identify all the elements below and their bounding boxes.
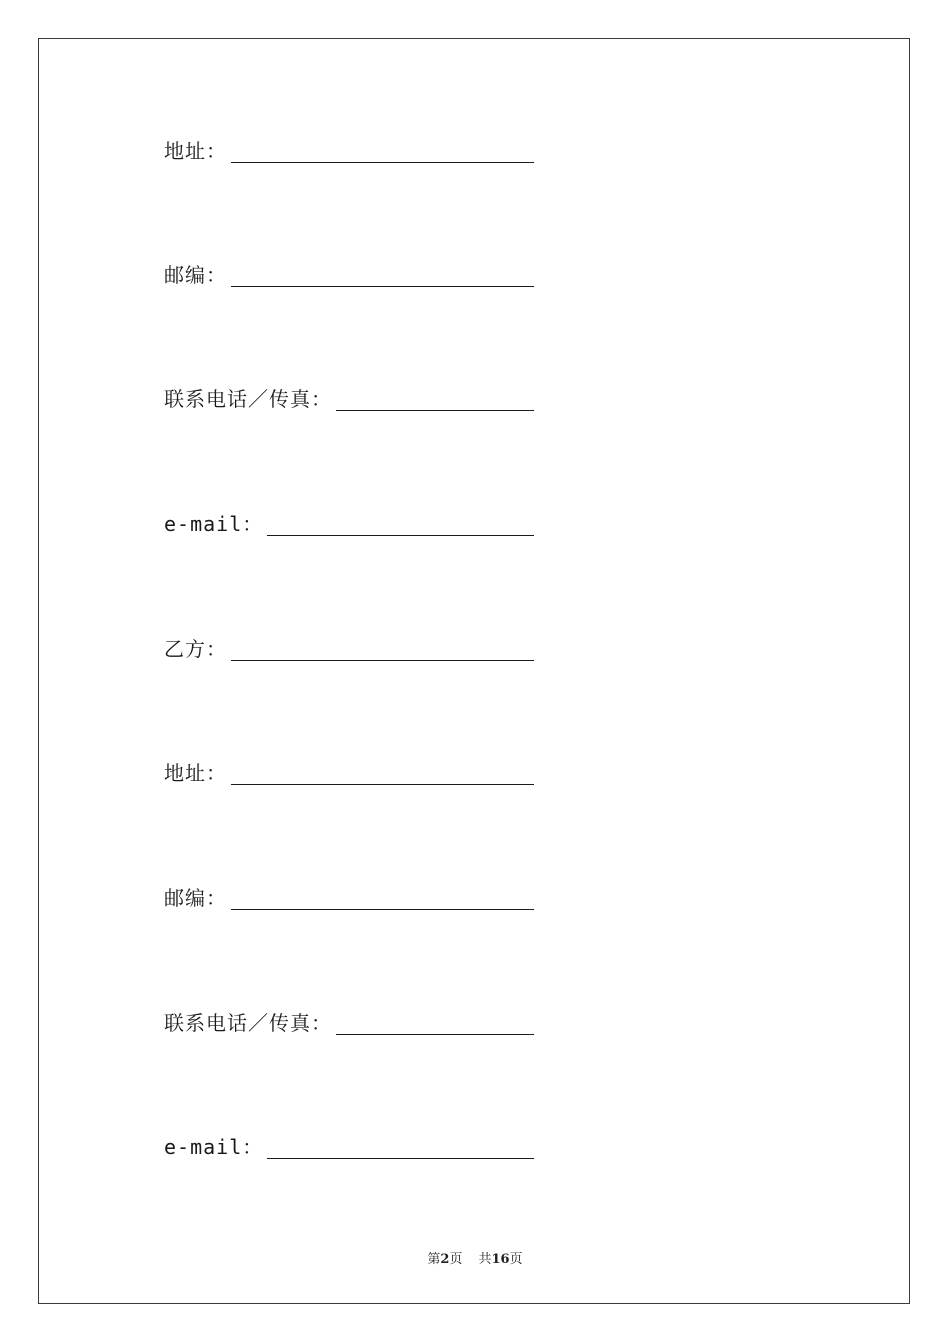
total-prefix: 共 bbox=[478, 1252, 492, 1267]
fill-in-line[interactable] bbox=[336, 409, 534, 411]
party-b-name-field bbox=[164, 636, 534, 662]
party-a-phone-fax-field bbox=[164, 386, 534, 412]
party-a-postcode-field bbox=[164, 262, 534, 288]
fill-in-line[interactable] bbox=[267, 1157, 534, 1159]
field-label: 邮编： bbox=[164, 886, 227, 910]
party-b-email-field bbox=[164, 1134, 534, 1160]
field-label: 地址： bbox=[164, 139, 227, 163]
party-b-address-field bbox=[164, 760, 534, 786]
fill-in-line[interactable] bbox=[267, 534, 534, 536]
party-a-email-field bbox=[164, 511, 534, 537]
party-b-phone-fax-field bbox=[164, 1010, 534, 1036]
field-label: 联系电话／传真： bbox=[164, 387, 332, 411]
fill-in-line[interactable] bbox=[231, 908, 534, 910]
field-label: 邮编： bbox=[164, 263, 227, 287]
fill-in-line[interactable] bbox=[231, 285, 534, 287]
field-label: e-mail： bbox=[164, 1135, 264, 1159]
fill-in-line[interactable] bbox=[231, 783, 534, 785]
party-b-postcode-field bbox=[164, 885, 534, 911]
fill-in-line[interactable] bbox=[336, 1033, 534, 1035]
fill-in-line[interactable] bbox=[231, 161, 534, 163]
page-footer bbox=[0, 1248, 950, 1267]
party-a-address-field bbox=[164, 138, 534, 164]
page-border bbox=[38, 38, 910, 1304]
field-label: 联系电话／传真： bbox=[164, 1011, 332, 1035]
field-label: e-mail： bbox=[164, 512, 264, 536]
field-label: 地址： bbox=[164, 761, 227, 785]
page-suffix: 页 bbox=[449, 1252, 463, 1267]
total-suffix: 页 bbox=[509, 1252, 523, 1267]
page-prefix: 第 bbox=[427, 1252, 441, 1267]
page-number: 2 bbox=[440, 1252, 450, 1267]
total-pages: 16 bbox=[491, 1252, 510, 1267]
field-label: 乙方： bbox=[164, 637, 227, 661]
fill-in-line[interactable] bbox=[231, 659, 534, 661]
